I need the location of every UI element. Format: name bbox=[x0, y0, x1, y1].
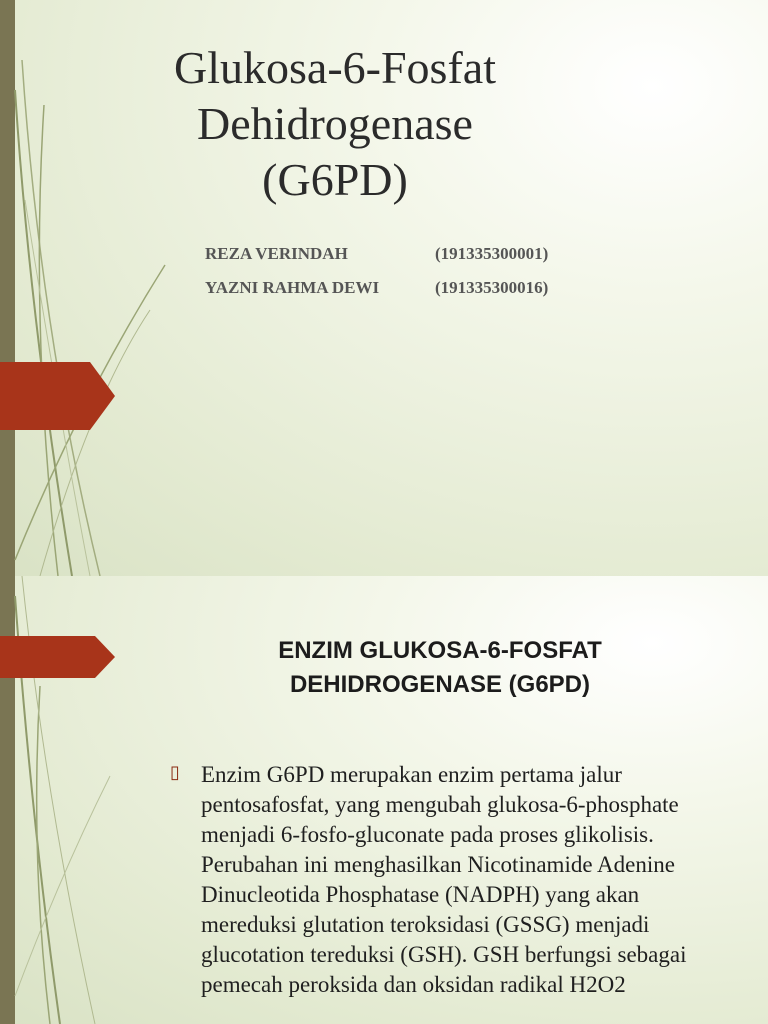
bullet-marker-icon: ▯ bbox=[170, 762, 180, 783]
title-line: Glukosa-6-Fosfat bbox=[174, 42, 496, 93]
heading-line: DEHIDROGENASE (G6PD) bbox=[289, 671, 591, 698]
author-id: (191335300001) bbox=[435, 244, 549, 263]
title-line: Dehidrogenase bbox=[197, 98, 473, 149]
slide-title bbox=[140, 40, 530, 208]
author-id: (191335300016) bbox=[435, 278, 549, 297]
bullet-text: Enzim G6PD merupakan enzim pertama jalur pentosafosfat, yang mengubah glukosa-6-phosphate menjadi 6-fosfo-gluconate pada proses glikolisis. Perubahan ini menghasilkan Nicotinamide Adenine Dinucleotida Phosphatase (NADPH) yang akan mereduksi glutation teroksidasi (GSSG) menjadi glucotation tereduksi (GSH). GSH berfungsi sebagai pemecah peroksida dan oksidan radikal H2O2 bbox=[201, 762, 687, 997]
accent-tab bbox=[0, 636, 120, 678]
title-line: (G6PD) bbox=[262, 154, 408, 205]
slide-heading bbox=[230, 634, 650, 702]
heading-line: ENZIM GLUKOSA-6-FOSFAT bbox=[278, 637, 602, 664]
accent-tab bbox=[0, 362, 120, 430]
author-name: REZA VERINDAH bbox=[205, 244, 348, 263]
bullet-item bbox=[170, 760, 730, 1000]
content-slide bbox=[0, 576, 768, 1024]
author-name: YAZNI RAHMA DEWI bbox=[205, 278, 380, 297]
